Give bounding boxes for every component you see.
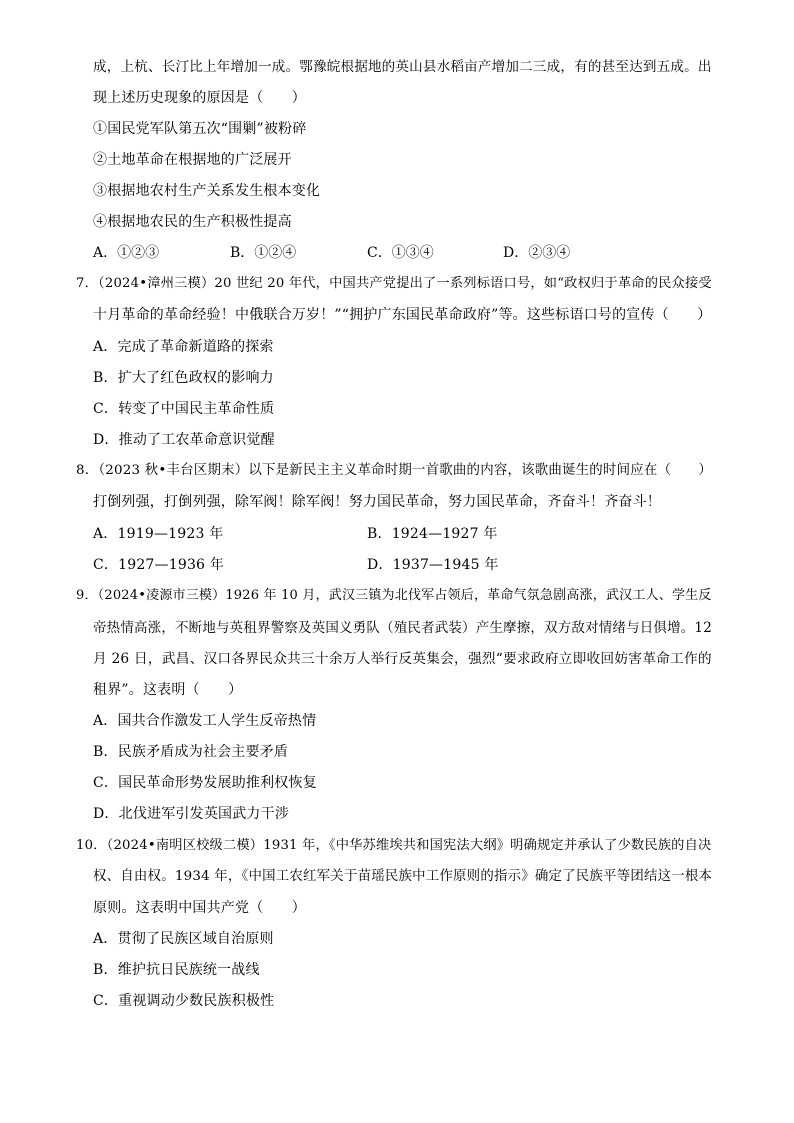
question-7-option-d: D．推动了工农革命意识觉醒 xyxy=(93,432,275,448)
question-8-stem-line-1: 8．（2023 秋•丰台区期末）以下是新民主主义革命时期一首歌曲的内容，该歌曲诞生的时间应在（ ） xyxy=(76,463,713,478)
question-9-stem-line-3: 月 26 日，武昌、汉口各界民众共三十余万人举行反英集会，强烈“要求政府立即收回妨害革命工作的 xyxy=(93,651,712,667)
question-9-option-b: B．民族矛盾成为社会主要矛盾 xyxy=(93,744,289,760)
question-9-option-d: D．北伐进军引发英国武力干涉 xyxy=(93,806,290,822)
question-8-option-c: C．1927—1936 年 xyxy=(93,557,225,573)
question-8-option-d: D．1937—1945 年 xyxy=(367,557,499,573)
question-10-stem-line-2: 权、自由权。1934 年，《中国工农红军关于苗瑶民族中工作原则的指示》确定了民族平等团结这一根本 xyxy=(93,869,713,884)
question-6-text-line-1: 成，上杭、长汀比上年增加一成。鄂豫皖根据地的英山县水稻亩产增加二三成，有的甚至达到五成。出 xyxy=(93,59,712,75)
question-8-stem-line-2: 打倒列强，打倒列强，除军阀！除军阀！努力国民革命，努力国民革命，齐奋斗！齐奋斗！ xyxy=(93,494,661,510)
question-6-option-c: C．①③④ xyxy=(367,245,434,261)
question-10-stem-line-3: 原则。这表明中国共产党（ ） xyxy=(93,900,306,916)
question-9-stem-line-1: 9．（2024•凌源市三模）1926 年 10 月，武汉三镇为北伐军占领后，革命气氛急剧高涨，武汉工人、学生反 xyxy=(76,588,712,603)
question-7-stem-line-1: 7．（2024•漳州三模）20 世纪 20 年代，中国共产党提出了一系列标语口号，如“政权归于革命的民众接受 xyxy=(76,276,712,291)
question-6-option-b: B．①②④ xyxy=(230,245,297,261)
question-7-option-b: B．扩大了红色政权的影响力 xyxy=(93,370,274,386)
question-10-option-a: A．贯彻了民族区域自治原则 xyxy=(93,931,274,947)
question-6-option-d: D．②③④ xyxy=(503,245,571,261)
question-6-item-4: ④根据地农民的生产积极性提高 xyxy=(93,214,292,230)
question-6-item-1: ①国民党军队第五次“围剿”被粉碎 xyxy=(93,121,307,137)
question-8-option-b: B．1924—1927 年 xyxy=(367,526,498,542)
question-9-option-a: A．国共合作激发工人学生反帝热情 xyxy=(93,713,317,729)
question-9-option-c: C．国民革命形势发展助推利权恢复 xyxy=(93,775,317,791)
question-10-stem-line-1: 10．（2024•南明区校级二模）1931 年，《中华苏维埃共和国宪法大纲》明确规定并承认了少数民族的自决 xyxy=(76,838,712,853)
question-6-item-3: ③根据地农村生产关系发生根本变化 xyxy=(93,183,321,199)
question-6-text-line-2: 现上述历史现象的原因是（ ） xyxy=(93,90,306,106)
question-8-option-a: A．1919—1923 年 xyxy=(93,526,224,542)
question-10-option-c: C．重视调动少数民族积极性 xyxy=(93,993,275,1009)
question-9-stem-line-4: 租界”。这表明（ ） xyxy=(93,682,243,698)
question-10-option-b: B．维护抗日民族统一战线 xyxy=(93,962,260,978)
question-7-stem-line-2: 十月革命的革命经验！中俄联合万岁！”“拥护广东国民革命政府”等。这些标语口号的宣传（ ） xyxy=(93,307,712,323)
question-6-item-2: ②土地革命在根据地的广泛展开 xyxy=(93,152,292,168)
question-9-stem-line-2: 帝热情高涨，不断地与英租界警察及英国义勇队（殖民者武装）产生摩擦，双方敌对情绪与日俱增。12 xyxy=(93,620,712,636)
question-7-option-c: C．转变了中国民主革命性质 xyxy=(93,401,275,417)
question-7-option-a: A．完成了革命新道路的探索 xyxy=(93,339,274,355)
question-6-option-a: A．①②③ xyxy=(93,245,160,261)
